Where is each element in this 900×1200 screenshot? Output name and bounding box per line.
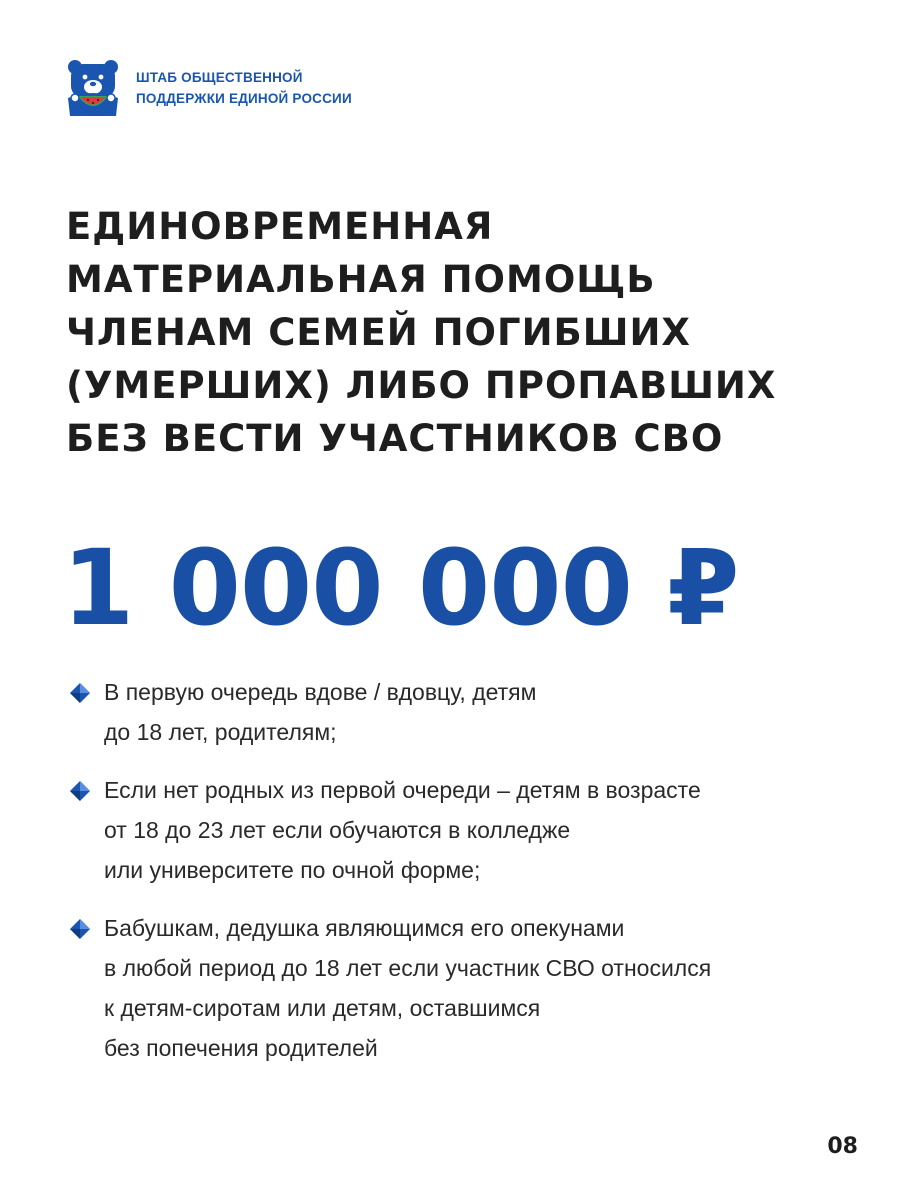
title-line-2: МАТЕРИАЛЬНАЯ ПОМОЩЬ bbox=[66, 258, 656, 301]
list-item bbox=[68, 770, 858, 890]
page-title bbox=[66, 200, 866, 465]
org-name-line-1: ШТАБ ОБЩЕСТВЕННОЙ bbox=[136, 70, 303, 85]
org-name bbox=[136, 67, 352, 109]
title-line-1: ЕДИНОВРЕМЕННАЯ bbox=[66, 205, 494, 248]
list-item-line: от 18 до 23 лет если обучаются в колледже bbox=[104, 817, 571, 843]
list-item-line: без попечения родителей bbox=[104, 1035, 378, 1061]
title-line-5: БЕЗ ВЕСТИ УЧАСТНИКОВ СВО bbox=[66, 417, 724, 460]
diamond-bullet-icon bbox=[68, 779, 92, 803]
diamond-bullet-icon bbox=[68, 681, 92, 705]
title-line-4: (УМЕРШИХ) ЛИБО ПРОПАВШИХ bbox=[66, 364, 777, 407]
list-item-line: Бабушкам, дедушка являющимся его опекунами bbox=[104, 915, 625, 941]
list-item-line: до 18 лет, родителям; bbox=[104, 719, 337, 745]
list-item-line: Если нет родных из первой очереди – детям в возрасте bbox=[104, 777, 701, 803]
list-item-text bbox=[104, 672, 536, 752]
list-item bbox=[68, 672, 858, 752]
payment-amount: 1 000 000 ₽ bbox=[62, 527, 739, 649]
list-item-text bbox=[104, 908, 711, 1068]
page-number: 08 bbox=[827, 1134, 858, 1159]
eligibility-list bbox=[68, 672, 858, 1086]
list-item-line: или университете по очной форме; bbox=[104, 857, 481, 883]
list-item bbox=[68, 908, 858, 1068]
header bbox=[66, 58, 352, 118]
list-item-line: В первую очередь вдове / вдовцу, детям bbox=[104, 679, 537, 705]
list-item-text bbox=[104, 770, 701, 890]
org-name-line-2: ПОДДЕРЖКИ ЕДИНОЙ РОССИИ bbox=[136, 91, 352, 106]
bear-logo-icon bbox=[66, 58, 120, 118]
list-item-line: к детям-сиротам или детям, оставшимся bbox=[104, 995, 541, 1021]
list-item-line: в любой период до 18 лет если участник СВО относился bbox=[104, 955, 712, 981]
title-line-3: ЧЛЕНАМ СЕМЕЙ ПОГИБШИХ bbox=[66, 311, 691, 354]
diamond-bullet-icon bbox=[68, 917, 92, 941]
